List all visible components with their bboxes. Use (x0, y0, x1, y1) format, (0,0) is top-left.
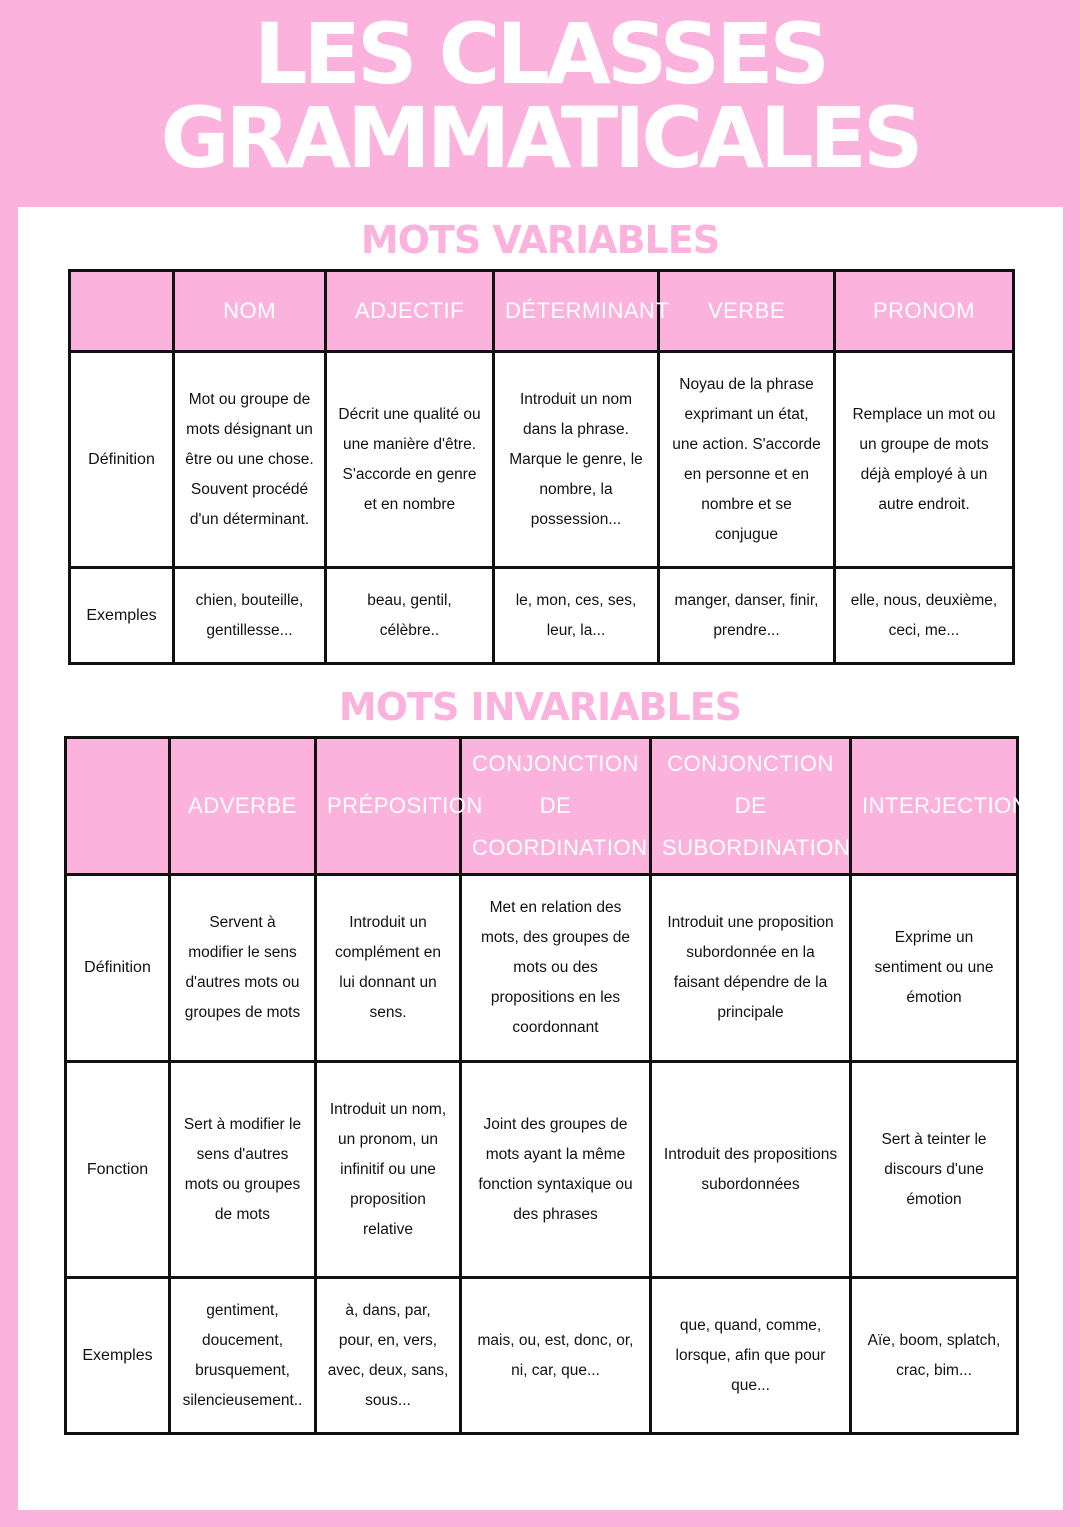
column-header: CONJONCTION DE SUBORDINATION (651, 738, 851, 875)
table-row (66, 1062, 1018, 1278)
row-label: Exemples (70, 568, 174, 664)
row-label: Fonction (66, 1062, 170, 1278)
variables-table (68, 269, 1015, 665)
table-cell: Mot ou groupe de mots désignant un être ou une chose. Souvent procédé d'un déterminant. (174, 352, 326, 568)
table-cell: Introduit une proposition subordonnée en la faisant dépendre de la principale (651, 875, 851, 1062)
section-title-variables: MOTS VARIABLES (360, 218, 720, 262)
column-header: ADJECTIF (326, 271, 494, 352)
table-cell: Remplace un mot ou un groupe de mots déjà employé à un autre endroit. (835, 352, 1014, 568)
page-title (0, 5, 1080, 187)
table-cell: Noyau de la phrase exprimant un état, une action. S'accorde en personne et en nombre et se conjugue (659, 352, 835, 568)
table-header-row (70, 271, 1014, 352)
table-cell: Introduit un complément en lui donnant un sens. (316, 875, 461, 1062)
header-empty (66, 738, 170, 875)
column-header: ADVERBE (170, 738, 316, 875)
column-header: PRONOM (835, 271, 1014, 352)
table-cell: Met en relation des mots, des groupes de mots ou des propositions en les coordonnant (461, 875, 651, 1062)
table-row (70, 568, 1014, 664)
column-header: CONJONCTION DE COORDINATION (461, 738, 651, 875)
row-label: Définition (70, 352, 174, 568)
table-header-row (66, 738, 1018, 875)
table-row (66, 1278, 1018, 1434)
table-row (66, 875, 1018, 1062)
row-label: Exemples (66, 1278, 170, 1434)
table-cell: Aïe, boom, splatch, crac, bim... (851, 1278, 1018, 1434)
table-cell: mais, ou, est, donc, or, ni, car, que... (461, 1278, 651, 1434)
table-cell: à, dans, par, pour, en, vers, avec, deux, sans, sous... (316, 1278, 461, 1434)
title-line-2: GRAMMATICALES (160, 89, 920, 187)
table-cell: Servent à modifier le sens d'autres mots ou groupes de mots (170, 875, 316, 1062)
table-cell: gentiment, doucement, brusquement, silencieusement.. (170, 1278, 316, 1434)
table-cell: chien, bouteille, gentillesse... (174, 568, 326, 664)
table-cell: manger, danser, finir, prendre... (659, 568, 835, 664)
table-cell: que, quand, comme, lorsque, afin que pour que... (651, 1278, 851, 1434)
invariables-table (64, 736, 1029, 1435)
table-cell: elle, nous, deuxième, ceci, me... (835, 568, 1014, 664)
table-row (70, 352, 1014, 568)
row-label: Définition (66, 875, 170, 1062)
header-empty (70, 271, 174, 352)
section-title-invariables: MOTS INVARIABLES (338, 685, 742, 729)
table-cell: Sert à modifier le sens d'autres mots ou groupes de mots (170, 1062, 316, 1278)
table-cell: le, mon, ces, ses, leur, la... (494, 568, 659, 664)
column-header: NOM (174, 271, 326, 352)
column-header: DÉTERMINANT (494, 271, 659, 352)
table-cell: Joint des groupes de mots ayant la même fonction syntaxique ou des phrases (461, 1062, 651, 1278)
title-line-1: LES CLASSES (254, 5, 826, 103)
table-cell: Introduit un nom, un pronom, un infinitif ou une proposition relative (316, 1062, 461, 1278)
column-header: VERBE (659, 271, 835, 352)
table-cell: Sert à teinter le discours d'une émotion (851, 1062, 1018, 1278)
table-cell: Introduit des propositions subordonnées (651, 1062, 851, 1278)
table-cell: Introduit un nom dans la phrase. Marque le genre, le nombre, la possession... (494, 352, 659, 568)
table-cell: Décrit une qualité ou une manière d'être. S'accorde en genre et en nombre (326, 352, 494, 568)
table-cell: beau, gentil, célèbre.. (326, 568, 494, 664)
column-header: PRÉPOSITION (316, 738, 461, 875)
column-header: INTERJECTION (851, 738, 1018, 875)
table-cell: Exprime un sentiment ou une émotion (851, 875, 1018, 1062)
